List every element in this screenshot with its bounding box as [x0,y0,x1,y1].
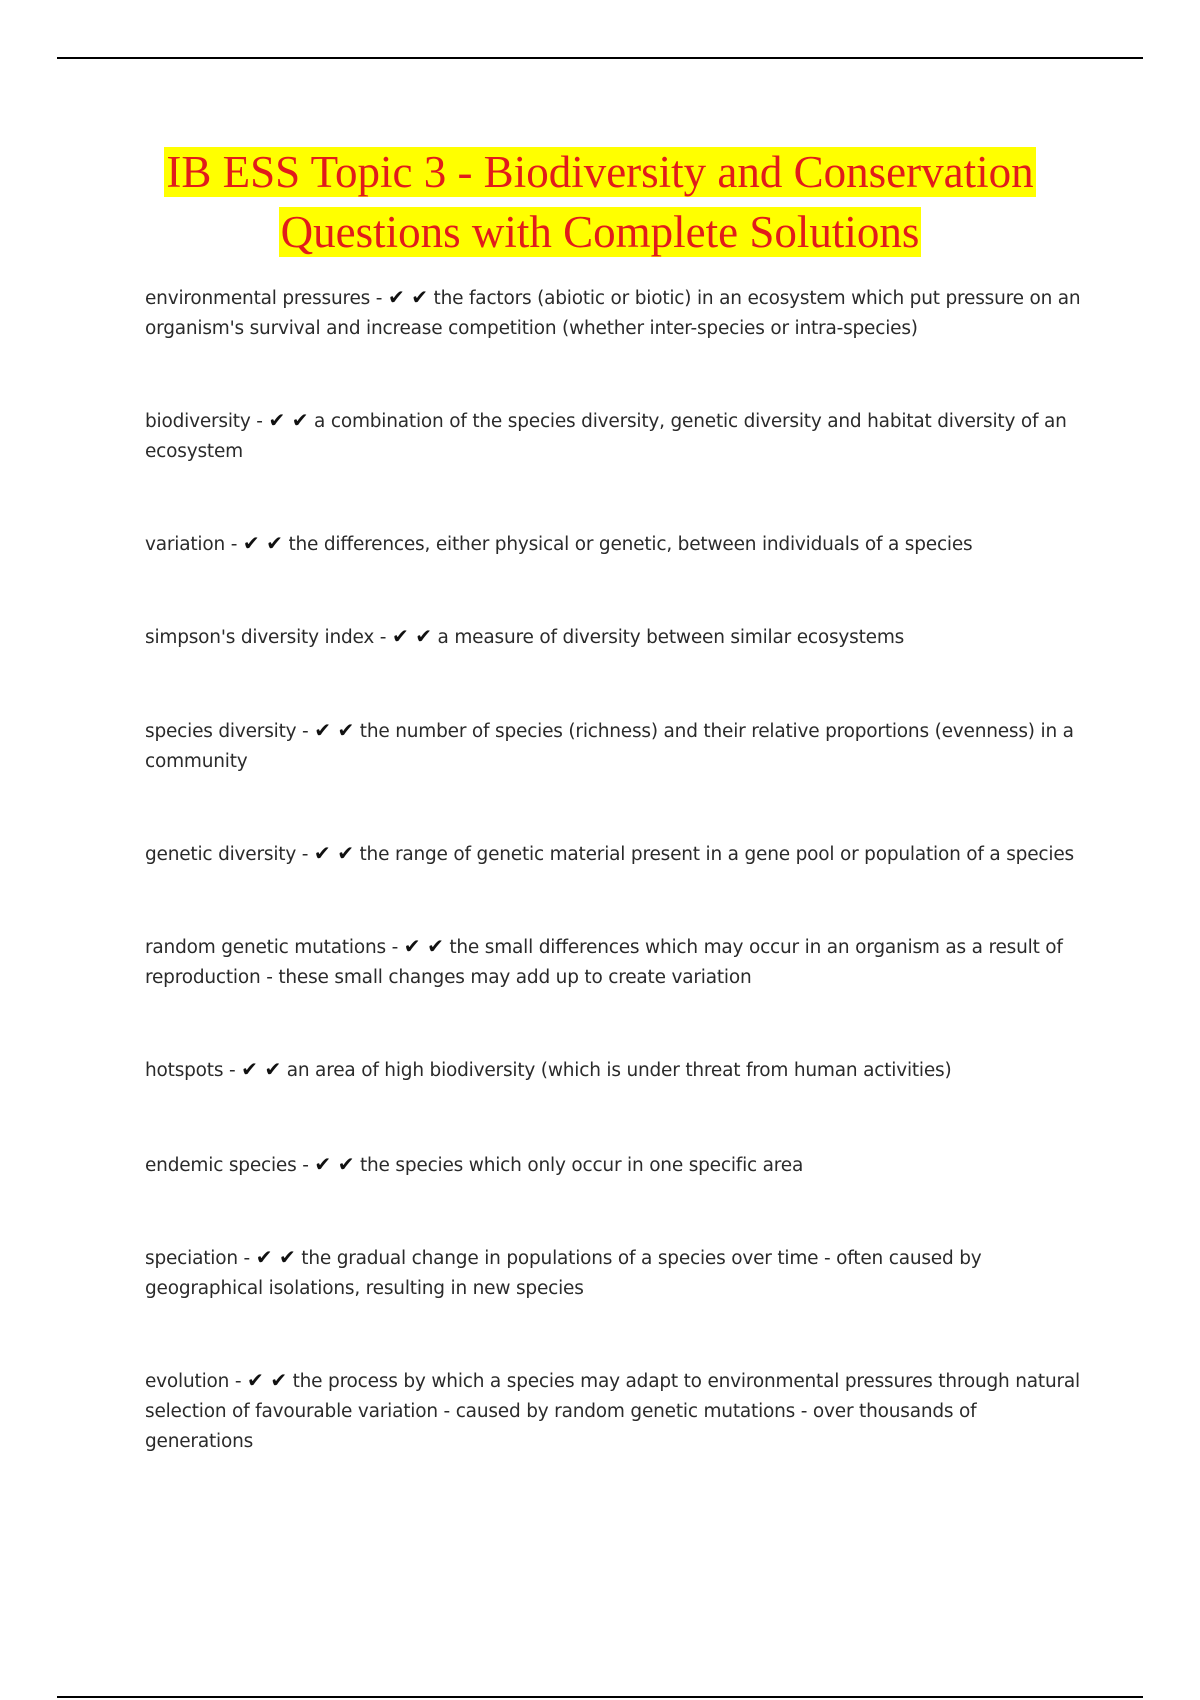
definition-entry [145,715,1090,777]
definition-entry [145,405,1090,467]
entry-separator: - [374,627,392,648]
entry-separator: - [223,1060,242,1081]
entry-term: endemic species [145,1155,297,1176]
entry-separator: - [370,288,388,309]
definition-entry [145,1365,1090,1457]
definition-entry [145,528,973,560]
definition-entry [145,838,1074,870]
entry-term: environmental pressures [145,288,371,309]
entry-definition: the small differences which may occur in an organism as a result of reproduction - these small changes may add up to create variation [145,937,1063,988]
double-check-icon: ✔ ✔ [314,1152,355,1176]
entry-separator: - [296,1155,315,1176]
double-check-icon: ✔ ✔ [242,531,283,555]
definition-entry [145,282,1090,344]
double-check-icon: ✔ ✔ [314,718,355,742]
entry-definition: the gradual change in populations of a species over time - often caused by geographical isolations, resulting in new species [145,1248,982,1299]
entry-term: biodiversity [145,411,251,432]
definition-entry [145,1149,803,1181]
top-rule [57,57,1143,59]
double-check-icon: ✔ ✔ [387,285,428,309]
title-line-2: Questions with Complete Solutions [280,207,920,257]
double-check-icon: ✔ ✔ [247,1368,287,1392]
double-check-icon: ✔ ✔ [268,408,309,432]
definition-entry [145,621,904,653]
page-title [120,142,1080,262]
definition-entry [145,931,1090,993]
entry-separator: - [237,1248,256,1269]
entry-definition: the factors (abiotic or biotic) in an ecosystem which put pressure on an organism's survival and increase competition (whether inter-species or intra-species) [145,288,1081,339]
entry-separator: - [296,721,315,742]
double-check-icon: ✔ ✔ [313,841,354,865]
entry-definition: the process by which a species may adapt to environmental pressures through natural selection of favourable variation - caused by random genetic mutations - over thousands of generations [145,1371,1080,1452]
double-check-icon: ✔ ✔ [241,1057,282,1081]
definition-entry [145,1242,1090,1304]
entry-separator: - [250,411,269,432]
entry-term: genetic diversity [145,844,297,865]
entry-definition: the species which only occur in one specific area [359,1155,804,1176]
entry-separator: - [229,1371,247,1392]
entry-term: species diversity [145,721,297,742]
entry-separator: - [296,844,314,865]
entry-term: speciation [145,1248,238,1269]
double-check-icon: ✔ ✔ [255,1245,296,1269]
entry-definition: the differences, either physical or genetic, between individuals of a species [288,534,973,555]
entry-definition: the range of genetic material present in a gene pool or population of a species [359,844,1074,865]
entry-term: hotspots [145,1060,224,1081]
double-check-icon: ✔ ✔ [391,624,432,648]
definition-entry [145,1054,952,1086]
entry-term: random genetic mutations [145,937,386,958]
entry-separator: - [225,534,243,555]
entry-term: variation [145,534,226,555]
entry-definition: the number of species (richness) and their relative proportions (evenness) in a community [145,721,1074,772]
bottom-rule [57,1696,1143,1698]
title-line-1: IB ESS Topic 3 - Biodiversity and Conservation [166,147,1034,197]
entry-definition: a measure of diversity between similar ecosystems [437,627,905,648]
entry-term: evolution [145,1371,230,1392]
entry-separator: - [385,937,404,958]
double-check-icon: ✔ ✔ [403,934,444,958]
entry-term: simpson's diversity index [145,627,375,648]
entry-definition: an area of high biodiversity (which is under threat from human activities) [286,1060,952,1081]
entry-definition: a combination of the species diversity, genetic diversity and habitat diversity of an ecosystem [145,411,1067,462]
